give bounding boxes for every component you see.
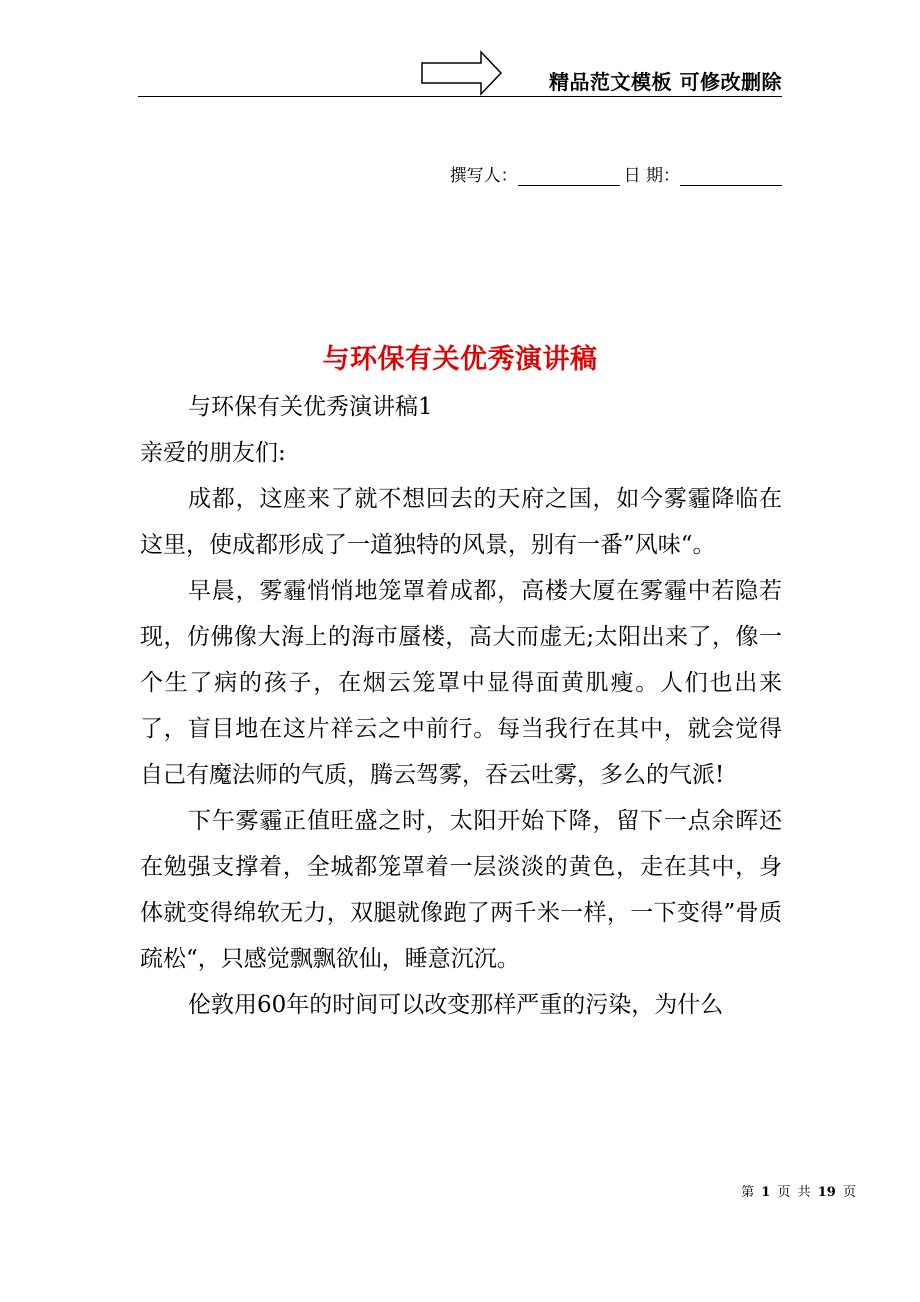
footer-total-prefix: 共	[797, 1185, 811, 1200]
total-pages: 19	[817, 1185, 836, 1200]
document-body	[140, 384, 782, 1028]
paragraph: 成都，这座来了就不想回去的天府之国，如今雾霾降临在这里，使成都形成了一道独特的风景，别有一番”风味“。	[140, 486, 782, 558]
date-label: 日 期：	[623, 166, 680, 186]
arrow-icon	[421, 50, 503, 96]
header-banner: 精品范文模板 可修改删除	[549, 70, 782, 94]
date-blank	[680, 167, 782, 186]
paragraph: 早晨，雾霾悄悄地笼罩着成都，高楼大厦在雾霾中若隐若现，仿佛像大海上的海市蜃楼，高大而虚无;太阳出来了，像一个生了病的孩子，在烟云笼罩中显得面黄肌瘦。人们也出来了，盲目地在这片祥云之中前行。每当我行在其中，就会觉得自己有魔法师的气质，腾云驾雾，吞云吐雾，多么的气派!	[140, 578, 782, 788]
footer-page-prefix: 第	[741, 1185, 755, 1200]
author-label: 撰写人：	[449, 166, 518, 186]
meta-line	[450, 161, 782, 186]
paragraph: 伦敦用60年的时间可以改变那样严重的污染，为什么	[188, 992, 724, 1018]
author-blank	[518, 167, 620, 186]
footer-page-unit: 页	[777, 1185, 791, 1200]
subtitle: 与环保有关优秀演讲稿1	[188, 394, 433, 420]
page-number: 1	[761, 1185, 771, 1200]
paragraph: 下午雾霾正值旺盛之时，太阳开始下降，留下一点余晖还在勉强支撑着，全城都笼罩着一层淡淡的黄色，走在其中，身体就变得绵软无力，双腿就像跑了两千米一样，一下变得”骨质疏松“，只感觉飘飘欲仙，睡意沉沉。	[140, 808, 782, 972]
document-title: 与环保有关优秀演讲稿	[322, 344, 598, 375]
footer-total-unit: 页	[842, 1185, 856, 1200]
page-footer	[741, 1181, 859, 1200]
greeting: 亲爱的朋友们:	[140, 440, 286, 466]
header-divider	[138, 96, 782, 97]
